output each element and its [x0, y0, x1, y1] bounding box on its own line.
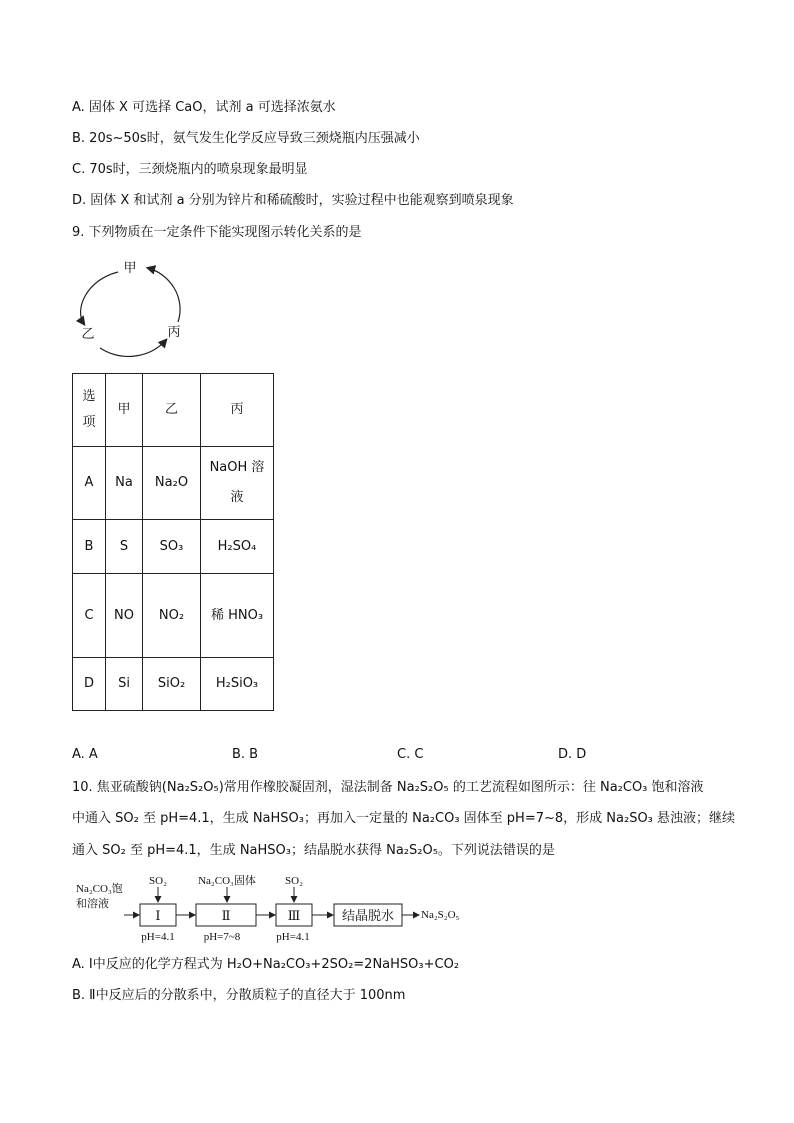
table-row — [73, 574, 274, 658]
row-c-yi: NO₂ — [143, 574, 201, 658]
flow-product: Na₂S₂O₅ — [421, 909, 460, 921]
q10-stem-line-2: 中通入 SO₂ 至 pH=4.1，生成 NaHSO₃；再加入一定量的 Na₂CO₃ 固体至 pH=7~8，形成 Na₂SO₃ 悬浊液；继续 — [72, 811, 736, 826]
row-c-jia: NO — [106, 574, 143, 658]
row-b-yi: SO₃ — [143, 520, 201, 574]
q8-option-b: B. 20s~50s时，氨气发生化学反应导致三颈烧瓶内压强减小 — [72, 131, 420, 146]
row-a-bing: NaOH 溶液 — [201, 447, 274, 520]
row-b-bing: H₂SO₄ — [201, 520, 274, 574]
q10-stem-line-1: 10. 焦亚硫酸钠(Na₂S₂O₅)常用作橡胶凝固剂，湿法制备 Na₂S₂O₅ 的工艺流程如图所示：往 Na₂CO₃ 饱和溶液 — [72, 780, 704, 795]
cycle-label-yi: 乙 — [81, 327, 95, 342]
table-header-row — [73, 374, 274, 447]
header-bing: 丙 — [201, 374, 274, 447]
q10-option-a: A. Ⅰ中反应的化学方程式为 H₂O+Na₂CO₃+2SO₂=2NaHSO₃+CO₂ — [72, 957, 460, 972]
row-b-jia: S — [106, 520, 143, 574]
row-d-option: D — [73, 658, 106, 711]
flow-step-2-label: Ⅱ — [221, 908, 231, 923]
q8-option-c: C. 70s时，三颈烧瓶内的喷泉现象最明显 — [72, 162, 308, 177]
cycle-label-bing: 丙 — [167, 325, 181, 340]
row-a-option: A — [73, 447, 106, 520]
q9-options-table — [72, 373, 274, 711]
arrow-jia-to-yi — [81, 272, 118, 324]
flow-add-so2-2: SO₂ — [285, 875, 303, 887]
flow-step-4-label: 结晶脱水 — [341, 908, 395, 923]
flow-add-so2-1: SO₂ — [149, 875, 167, 887]
flow-start-line-2: 和溶液 — [76, 898, 109, 910]
row-a-jia: Na — [106, 447, 143, 520]
row-b-option: B — [73, 520, 106, 574]
header-option: 选项 — [73, 374, 106, 447]
flow-add-na2co3-solid: Na₂CO₃固体 — [198, 875, 256, 887]
q9-stem: 9. 下列物质在一定条件下能实现图示转化关系的是 — [72, 225, 362, 240]
flow-step-1-label: Ⅰ — [155, 908, 161, 923]
table-row — [73, 520, 274, 574]
q9-answer-choices — [72, 747, 712, 765]
conversion-cycle-diagram — [66, 258, 196, 362]
q10-stem-line-3: 通入 SO₂ 至 pH=4.1，生成 NaHSO₃；结晶脱水获得 Na₂S₂O₅。下列说法错误的是 — [72, 843, 555, 858]
cycle-label-jia: 甲 — [123, 261, 137, 276]
q9-answer-a: A. A — [72, 747, 98, 762]
row-d-jia: Si — [106, 658, 143, 711]
q8-option-a: A. 固体 X 可选择 CaO，试剂 a 可选择浓氨水 — [72, 100, 336, 115]
process-flow-diagram — [72, 872, 482, 944]
q8-option-d: D. 固体 X 和试剂 a 分别为锌片和稀硫酸时，实验过程中也能观察到喷泉现象 — [72, 193, 514, 208]
arrow-yi-to-bing — [100, 340, 166, 356]
q9-answer-c: C. C — [397, 747, 424, 762]
flow-step-3-label: Ⅲ — [287, 908, 301, 923]
arrow-bing-to-jia — [148, 268, 180, 322]
header-yi: 乙 — [143, 374, 201, 447]
q9-answer-d: D. D — [558, 747, 587, 762]
flow-start-line-1: Na₂CO₃饱 — [76, 883, 123, 895]
row-c-option: C — [73, 574, 106, 658]
flow-ph-1: pH=4.1 — [141, 931, 175, 943]
row-c-bing: 稀 HNO₃ — [201, 574, 274, 658]
table-row — [73, 658, 274, 711]
flow-ph-2: pH=7~8 — [203, 931, 241, 943]
row-a-yi: Na₂O — [143, 447, 201, 520]
row-d-bing: H₂SiO₃ — [201, 658, 274, 711]
q9-answer-b: B. B — [232, 747, 259, 762]
q10-option-b: B. Ⅱ中反应后的分散系中，分散质粒子的直径大于 100nm — [72, 988, 406, 1003]
row-d-yi: SiO₂ — [143, 658, 201, 711]
header-jia: 甲 — [106, 374, 143, 447]
flow-ph-3: pH=4.1 — [276, 931, 310, 943]
table-row — [73, 447, 274, 520]
